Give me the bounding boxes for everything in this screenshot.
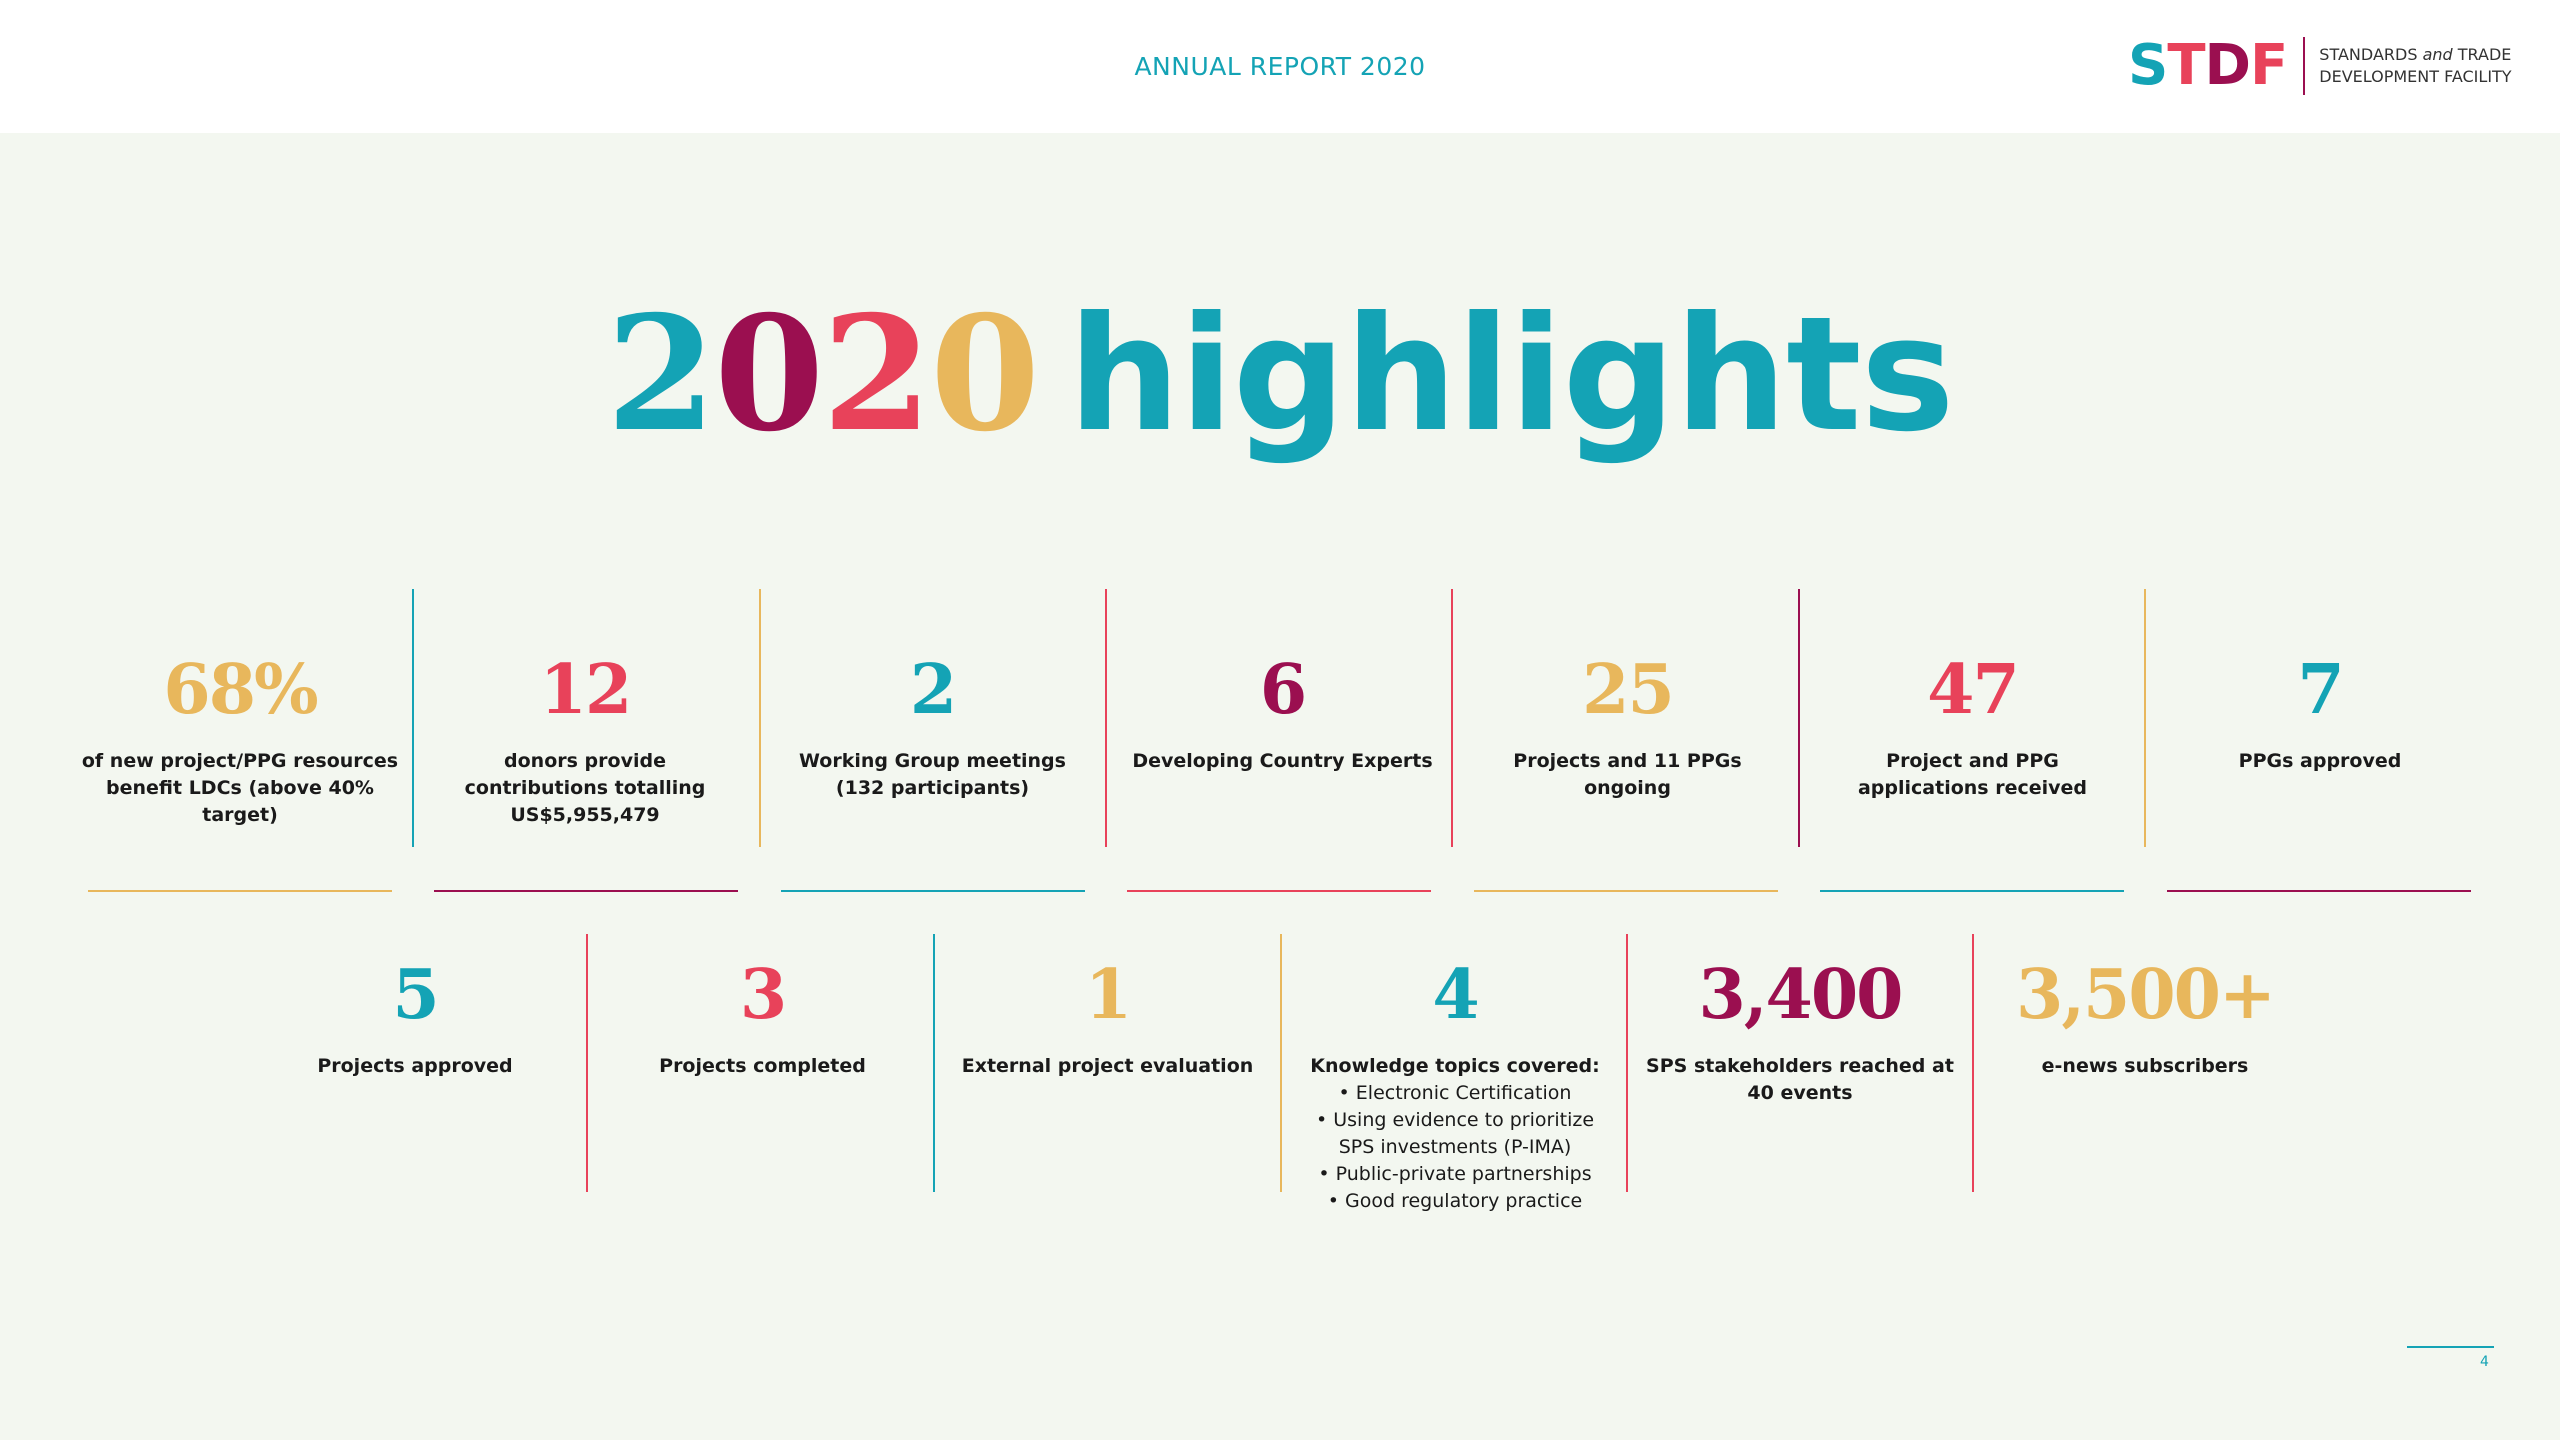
divider — [933, 934, 935, 1192]
divider — [1451, 589, 1453, 847]
separator — [2167, 890, 2471, 892]
stat-stakeholders: 3,400 SPS stakeholders reached at 40 events — [1646, 955, 1954, 1104]
page-number-rule — [2407, 1346, 2494, 1348]
logo-text: STANDARDS and TRADE DEVELOPMENT FACILITY — [2319, 45, 2512, 86]
year-2020: 2020 — [606, 282, 1039, 467]
separator — [1820, 890, 2124, 892]
separator — [88, 890, 392, 892]
separator — [1474, 890, 1778, 892]
divider — [586, 934, 588, 1192]
stat-applications: 47 Project and PPG applications received — [1857, 650, 2088, 799]
page-header — [0, 0, 2560, 133]
divider — [2144, 589, 2146, 847]
stat-knowledge-topics: 4 Knowledge topics covered: • Electronic Certification • Using evidence to prioritize SPS investments (P-IMA) • Public-private partnerships • Good regulatory practice — [1310, 955, 1600, 1212]
stdf-logo-mark: S T D F — [2128, 33, 2288, 98]
stat-projects-completed: 3 Projects completed — [659, 955, 866, 1077]
separator — [1127, 890, 1431, 892]
divider — [1798, 589, 1800, 847]
highlights-heading — [0, 282, 2560, 467]
divider — [759, 589, 761, 847]
page-number: 4 — [2480, 1354, 2489, 1370]
stat-ldc-share: 68% of new project/PPG resources benefit LDCs (above 40% target) — [81, 650, 399, 826]
stat-projects-approved: 5 Projects approved — [317, 955, 513, 1077]
stat-ongoing: 25 Projects and 11 PPGs ongoing — [1513, 650, 1742, 799]
divider — [1626, 934, 1628, 1192]
divider — [1105, 589, 1107, 847]
separator — [434, 890, 738, 892]
separator — [781, 890, 1085, 892]
stat-donors: 12 donors provide contributions totalling US$5,955,479 — [464, 650, 706, 826]
stat-enews: 3,500+ e-news subscribers — [2016, 955, 2274, 1077]
divider — [412, 589, 414, 847]
stdf-logo — [2128, 33, 2512, 98]
stat-ppgs-approved: 7 PPGs approved — [2238, 650, 2402, 772]
report-title: ANNUAL REPORT 2020 — [1134, 52, 1426, 81]
divider — [1280, 934, 1282, 1192]
logo-divider — [2303, 37, 2305, 95]
divider — [1972, 934, 1974, 1192]
stat-working-group: 2 Working Group meetings (132 participants) — [799, 650, 1066, 799]
stat-experts: 6 Developing Country Experts — [1132, 650, 1433, 772]
highlights-word: highlights — [1068, 283, 1954, 467]
stat-external-evaluation: 1 External project evaluation — [961, 955, 1254, 1077]
